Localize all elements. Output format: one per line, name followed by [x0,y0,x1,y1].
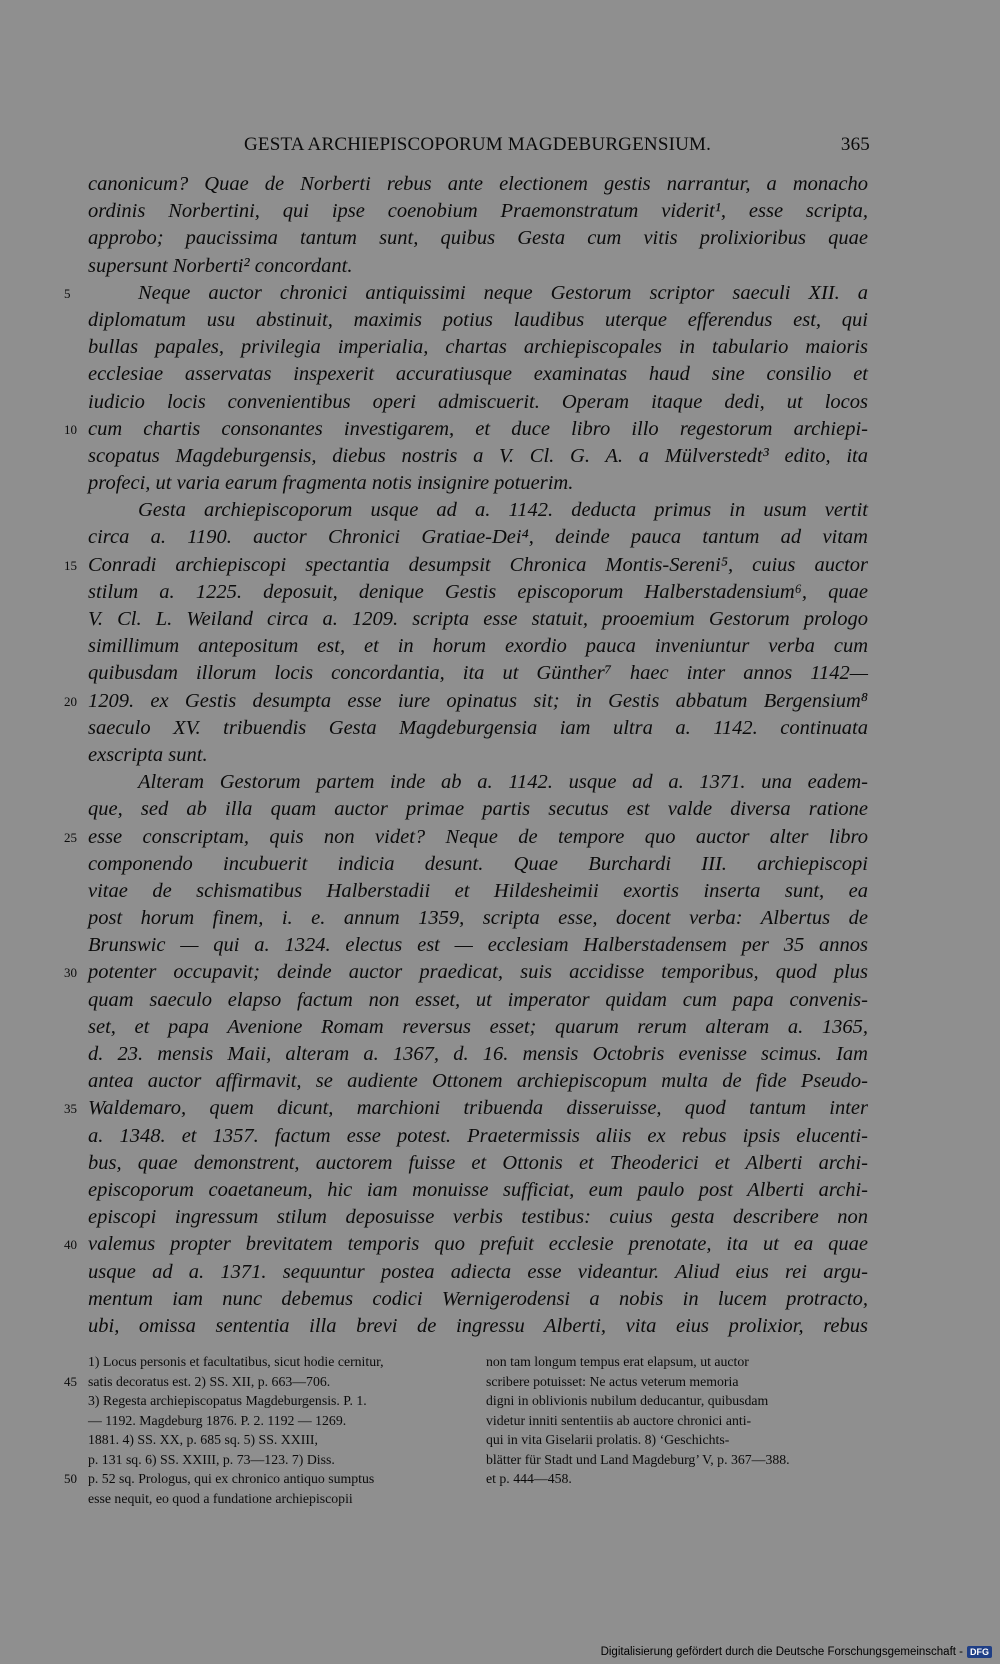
line-text: iudicio locis convenientibus operi admiscuerit. Operam itaque dedi, ut locos [88,390,868,413]
text-line [88,307,868,334]
line-text: d. 23. mensis Maii, alteram a. 1367, d. 16. mensis Octobris evenisse scimus. Iam [88,1043,868,1065]
line-number: 25 [64,829,77,845]
line-text: Neque auctor chronici antiquissimi neque Gestorum scriptor saeculi XII. a [138,281,868,304]
footnotes-right-column [486,1352,866,1489]
line-text: Gesta archiepiscoporum usque ad a. 1142. deducta primus in usum vertit [138,499,868,522]
footnote-line: non tam longum tempus erat elapsum, ut auctor [486,1354,749,1369]
line-text: quam saeculo elapso factum non esset, ut imperator quidam cum papa convenis- [88,988,868,1011]
line-text: approbo; paucissima tantum sunt, quibus Gesta cum vitis prolixioribus quae [88,227,868,250]
line-number: 15 [64,557,77,573]
footnote-line: blätter für Stadt und Land Magdeburg’ V, p. 367—388. [486,1451,790,1467]
text-line [88,1177,868,1204]
text-line [64,1231,868,1258]
text-line [88,851,868,878]
footnote-line [88,1450,468,1470]
footnote-text: 1) Locus personis et facultatibus, sicut hodie cernitur, [88,1354,384,1369]
page-number: 365 [840,134,870,155]
line-text: Brunswic — qui a. 1324. electus est — ecclesiam Halberstadensem per 35 annos [88,934,868,957]
line-text: supersunt Norberti² concordant. [88,254,353,277]
line-text: circa a. 1190. auctor Chronici Gratiae-Dei⁴, deinde pauca tantum ad vitam [88,526,868,549]
line-text: post horum finem, i. e. annum 1359, scripta esse, docent verba: Albertus de [88,907,868,930]
footnotes-left-column [64,1352,468,1508]
line-text: set, et papa Avenione Romam reversus esset; quarum rerum alteram a. 1365, [88,1015,868,1038]
text-line [88,878,868,905]
line-text: usque ad a. 1371. sequuntur postea adiecta esse videantur. Aliud eius rei argu- [88,1260,868,1283]
text-line [88,225,868,252]
footnote-text: esse nequit, eo quod a fundatione archiepiscopii [88,1490,353,1506]
text-line [64,824,868,851]
line-text: ubi, omissa sententia illa brevi de ingressu Alberti, vita eius prolixior, rebus [88,1314,868,1337]
footnote-text: 3) Regesta archiepiscopatus Magdeburgensis. P. 1. [88,1393,367,1408]
line-text: saeculo XV. tribuendis Gesta Magdeburgensia iam ultra a. 1142. continuata [88,716,868,739]
line-text: ecclesiae asservatas inspexerit accuratiusque examinatas haud sine consilio et [88,363,868,386]
text-line [88,715,868,742]
line-text: episcopi ingressum stilum deposuisse verbis testibus: cuius gesta describere non [88,1206,868,1229]
text-line [88,497,868,524]
footnote-line: scribere potuisset: Ne actus veterum memoria [486,1373,739,1389]
footnote-line [64,1372,468,1392]
text-line [88,1150,868,1177]
footnote-line [88,1391,468,1411]
footnote-line [88,1430,468,1450]
line-text: esse conscriptam, quis non videt? Neque de tempore quo auctor alter libro [88,825,868,848]
footnote-line [88,1489,468,1509]
line-text: bullas papales, privilegia imperialia, chartas archiepiscopales in tabulario maioris [88,336,868,359]
credit-text: Digitalisierung gefördert durch die Deutsche Forschungsgemeinschaft - [600,1646,963,1658]
line-text: Conradi archiepiscopi spectantia desumpsit Chronica Montis-Sereni⁵, cuius auctor [88,553,868,576]
footnote-line: et p. 444—458. [486,1471,572,1486]
digitization-credit [601,1646,992,1658]
line-text: episcoporum coaetaneum, hic iam monuisse sufficiat, eum paulo post Alberti archi- [88,1178,868,1201]
line-text: quibusdam illorum locis concordantia, ita ut Günther⁷ haec inter annos 1142— [88,662,868,685]
text-line [64,1095,868,1122]
text-line [88,660,868,687]
text-line [88,389,868,416]
footnote-text: 1881. 4) SS. XX, p. 685 sq. 5) SS. XXIII, [88,1432,318,1447]
line-text: bus, quae demonstrent, auctorem fuisse et Ottonis et Theoderici et Alberti archi- [88,1151,868,1174]
text-line [88,769,868,796]
text-line [64,688,868,715]
text-line [88,1068,868,1095]
text-line [88,253,868,280]
text-line [88,198,868,225]
line-text: simillimum antepositum est, et in horum exordio pauca inveniuntur verba cum [88,635,868,658]
footnote-line: digni in oblivionis nubilum deducantur, quibusdam [486,1393,769,1408]
footnote-text: satis decoratus est. 2) SS. XII, p. 663—706. [88,1373,331,1389]
text-line [88,470,868,497]
footnote-text: p. 52 sq. Prologus, qui ex chronico antiquo sumptus [88,1471,375,1486]
text-line [88,171,868,198]
line-number: 50 [64,1471,77,1486]
line-text: Waldemaro, quem dicunt, marchioni tribuenda disseruisse, quod tantum inter [88,1097,868,1120]
text-line [88,905,868,932]
line-text: diplomatum usu abstinuit, maximis potius laudibus uterque efferendus est, qui [88,308,868,331]
text-line [88,796,868,823]
text-line [64,552,868,579]
line-text: vitae de schismatibus Halberstadii et Hildesheimii exortis inserta sunt, ea [88,879,868,902]
line-number: 10 [64,421,77,437]
page-title: GESTA ARCHIEPISCOPORUM MAGDEBURGENSIUM. [244,134,712,155]
text-line [88,932,868,959]
dfg-logo: DFG [967,1646,992,1658]
text-line [88,361,868,388]
text-line [88,524,868,551]
line-number: 30 [64,965,77,981]
text-line [88,1041,868,1068]
line-text: exscripta sunt. [88,743,208,766]
text-line [88,334,868,361]
text-line [88,579,868,606]
text-line [88,606,868,633]
text-line [88,742,868,769]
line-number: 20 [64,693,77,709]
text-line [88,633,868,660]
footnote-text: — 1192. Magdeburg 1876. P. 2. 1192 — 1269. [88,1412,347,1428]
text-line [64,416,868,443]
footnote-line [88,1352,468,1372]
text-line [88,1123,868,1150]
line-text: canonicum? Quae de Norberti rebus ante electionem gestis narrantur, a monacho [88,173,868,195]
running-header [88,134,870,162]
line-number: 40 [64,1237,77,1253]
footnote-text: p. 131 sq. 6) SS. XXIII, p. 73—123. 7) Diss. [88,1451,335,1467]
text-line [88,1259,868,1286]
line-text: antea auctor affirmavit, se audiente Ottonem archiepiscopum multa de fide Pseudo- [88,1070,868,1093]
line-text: Alteram Gestorum partem inde ab a. 1142. usque ad a. 1371. una eadem- [138,771,868,794]
text-line [88,987,868,1014]
footnote-line [88,1411,468,1431]
line-text: cum chartis consonantes investigarem, et duce libro illo regestorum archiepi- [88,417,868,440]
line-text: scopatus Magdeburgensis, diebus nostris a V. Cl. G. A. a Mülverstedt³ edito, ita [88,444,868,467]
line-text: valemus propter brevitatem temporis quo prefuit ecclesie prenotate, ita ut ea quae [88,1233,868,1256]
text-line [88,1313,868,1340]
text-line [88,1014,868,1041]
text-line [88,1204,868,1231]
line-number: 35 [64,1101,77,1117]
main-text [64,171,868,1340]
line-text: mentum iam nunc debemus codici Wernigerodensi a nobis in lucem protracto, [88,1287,868,1310]
text-line [64,280,868,307]
line-text: V. Cl. L. Weiland circa a. 1209. scripta esse statuit, prooemium Gestorum prologo [88,608,868,630]
text-line [88,1286,868,1313]
line-text: ordinis Norbertini, qui ipse coenobium Praemonstratum viderit¹, esse scripta, [88,200,868,223]
footnote-line [64,1469,468,1489]
line-text: a. 1348. et 1357. factum esse potest. Praetermissis aliis ex rebus ipsis elucenti- [88,1124,868,1147]
line-text: potenter occupavit; deinde auctor praedicat, suis accidisse temporibus, quod plus [88,961,868,984]
footnote-line: qui in vita Giselarii prolatis. 8) ‘Geschichts- [486,1432,730,1447]
footnote-line: videtur inniti sententiis ab auctore chronici anti- [486,1412,752,1428]
line-text: stilum a. 1225. deposuit, denique Gestis episcoporum Halberstadensium⁶, quae [88,580,868,603]
text-line [88,443,868,470]
line-text: que, sed ab illa quam auctor primae partis secutus est valde diversa ratione [88,798,868,821]
text-line [64,959,868,986]
line-text: componendo incubuerit indicia desunt. Quae Burchardi III. archiepiscopi [88,852,868,875]
line-number: 45 [64,1373,77,1389]
line-text: profeci, ut varia earum fragmenta notis insignire potuerim. [88,472,574,495]
line-text: 1209. ex Gestis desumpta esse iure opinatus sit; in Gestis abbatum Bergensium⁸ [88,689,868,712]
line-number: 5 [64,285,71,301]
